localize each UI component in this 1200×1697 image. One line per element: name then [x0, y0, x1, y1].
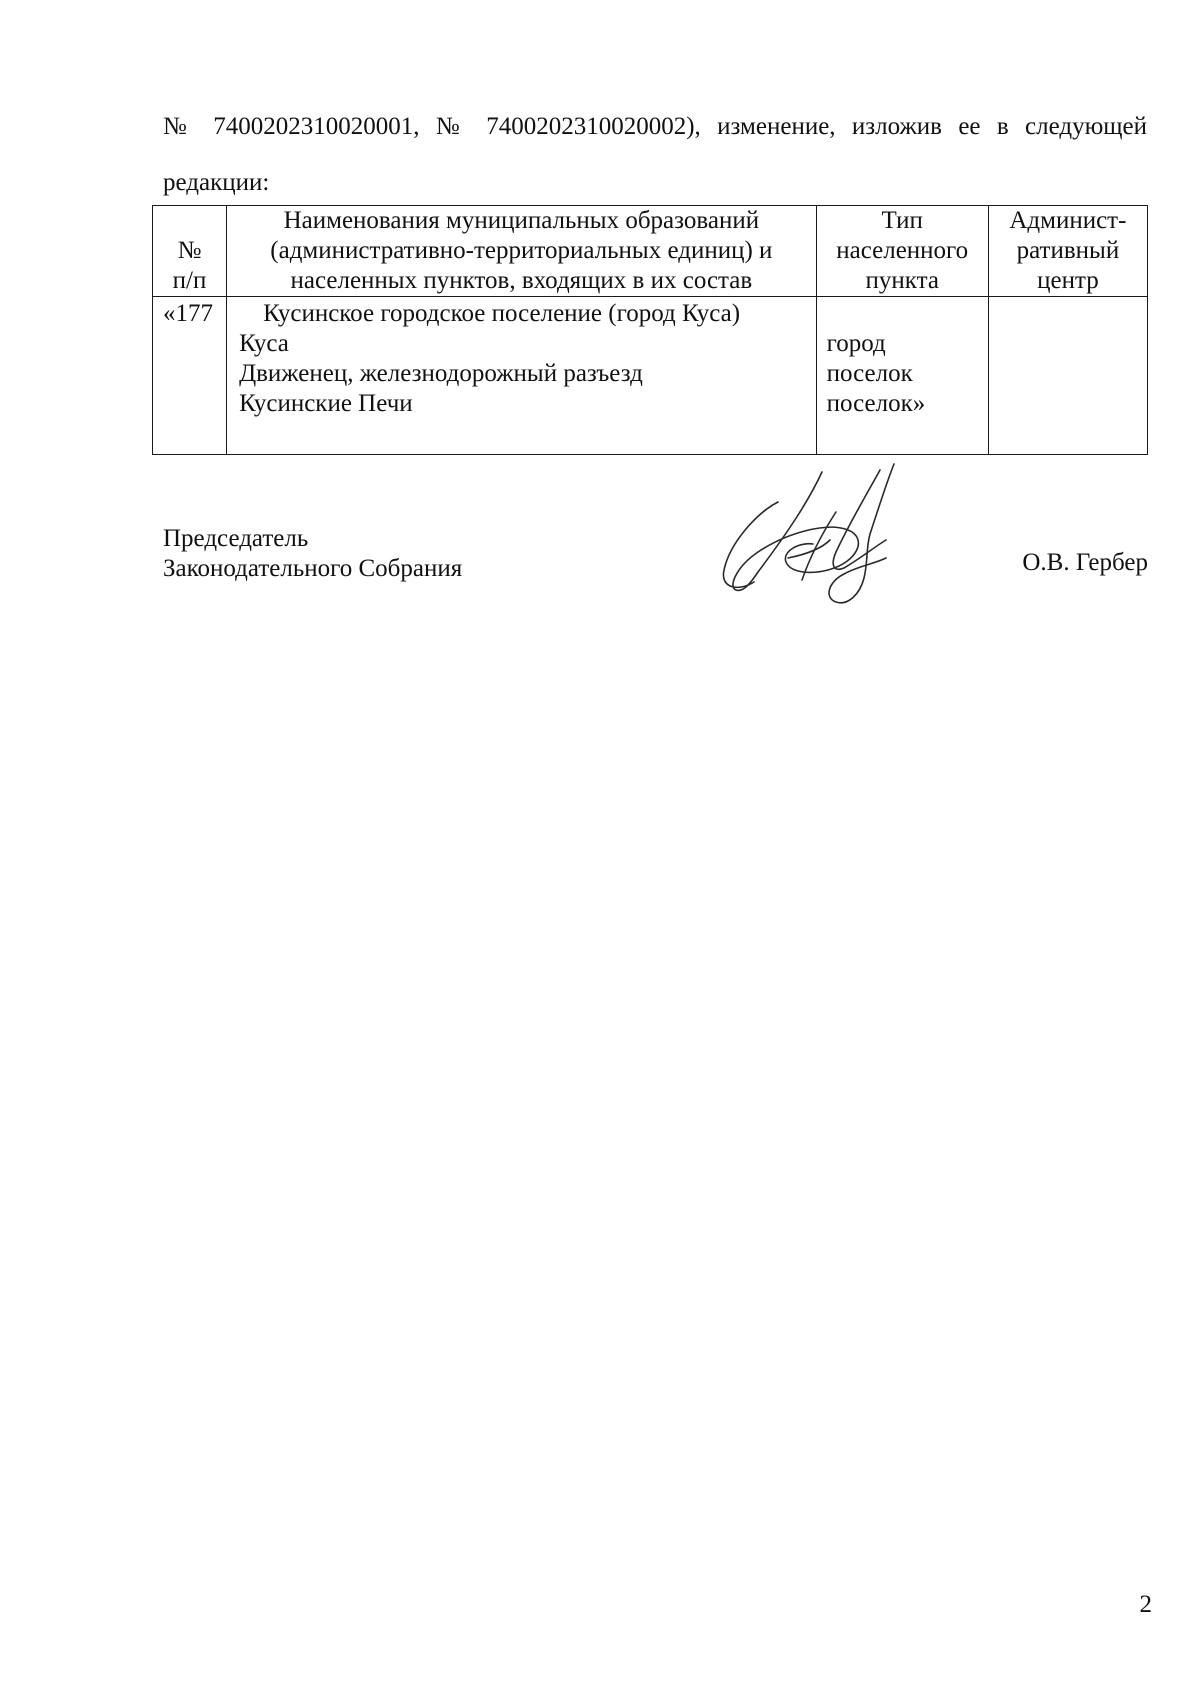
header-num-line: п/п: [172, 267, 207, 294]
municipality-name: Кусинское городское поселение (город Куса): [263, 300, 741, 327]
table-header-row: [153, 206, 1148, 297]
header-type-line: Тип: [881, 207, 923, 234]
table-row: [153, 297, 1148, 455]
header-admin-line: ративный: [1016, 237, 1120, 264]
signatory-title-line-1: Председатель: [163, 525, 309, 552]
header-admin-line: Админист-: [1009, 207, 1127, 234]
handwritten-signature: [718, 462, 944, 612]
header-name: [227, 206, 817, 297]
settlement-type: город: [826, 330, 886, 357]
settlement-name: Движенец, железнодорожный разъезд: [239, 360, 643, 387]
settlement-name: Куса: [239, 330, 289, 357]
signatory-name: О.В. Гербер: [1022, 549, 1148, 576]
settlement-name: Кусинские Печи: [239, 390, 413, 417]
settlement-type: поселок: [826, 360, 913, 387]
row-types-cell: [816, 297, 988, 455]
row-names-cell: [227, 297, 817, 455]
header-name-line: Наименования муниципальных образований: [283, 207, 760, 234]
signatory-title: [163, 524, 462, 584]
header-type-line: пункта: [865, 267, 939, 294]
header-num: [153, 206, 227, 297]
header-type: [816, 206, 988, 297]
intro-text-line-2: редакции:: [163, 169, 270, 196]
settlement-type: поселок»: [826, 390, 926, 417]
settlements-table: [152, 205, 1148, 455]
row-admin-cell: [988, 297, 1147, 455]
header-admin-line: центр: [1037, 267, 1099, 294]
row-number: «177: [153, 297, 227, 455]
header-admin: [988, 206, 1147, 297]
signatory-title-line-2: Законодательного Собрания: [163, 555, 463, 582]
header-num-line: №: [177, 237, 202, 264]
header-name-line: (административно-территориальных единиц) и: [270, 237, 773, 264]
intro-text-line-1: № 7400202310020001, № 7400202310020002), изменение, изложив ее в следующей: [163, 113, 1147, 140]
header-name-line: населенных пунктов, входящих в их состав: [290, 267, 753, 294]
page-number: 2: [1139, 1591, 1152, 1618]
header-type-line: населенного: [836, 237, 969, 264]
